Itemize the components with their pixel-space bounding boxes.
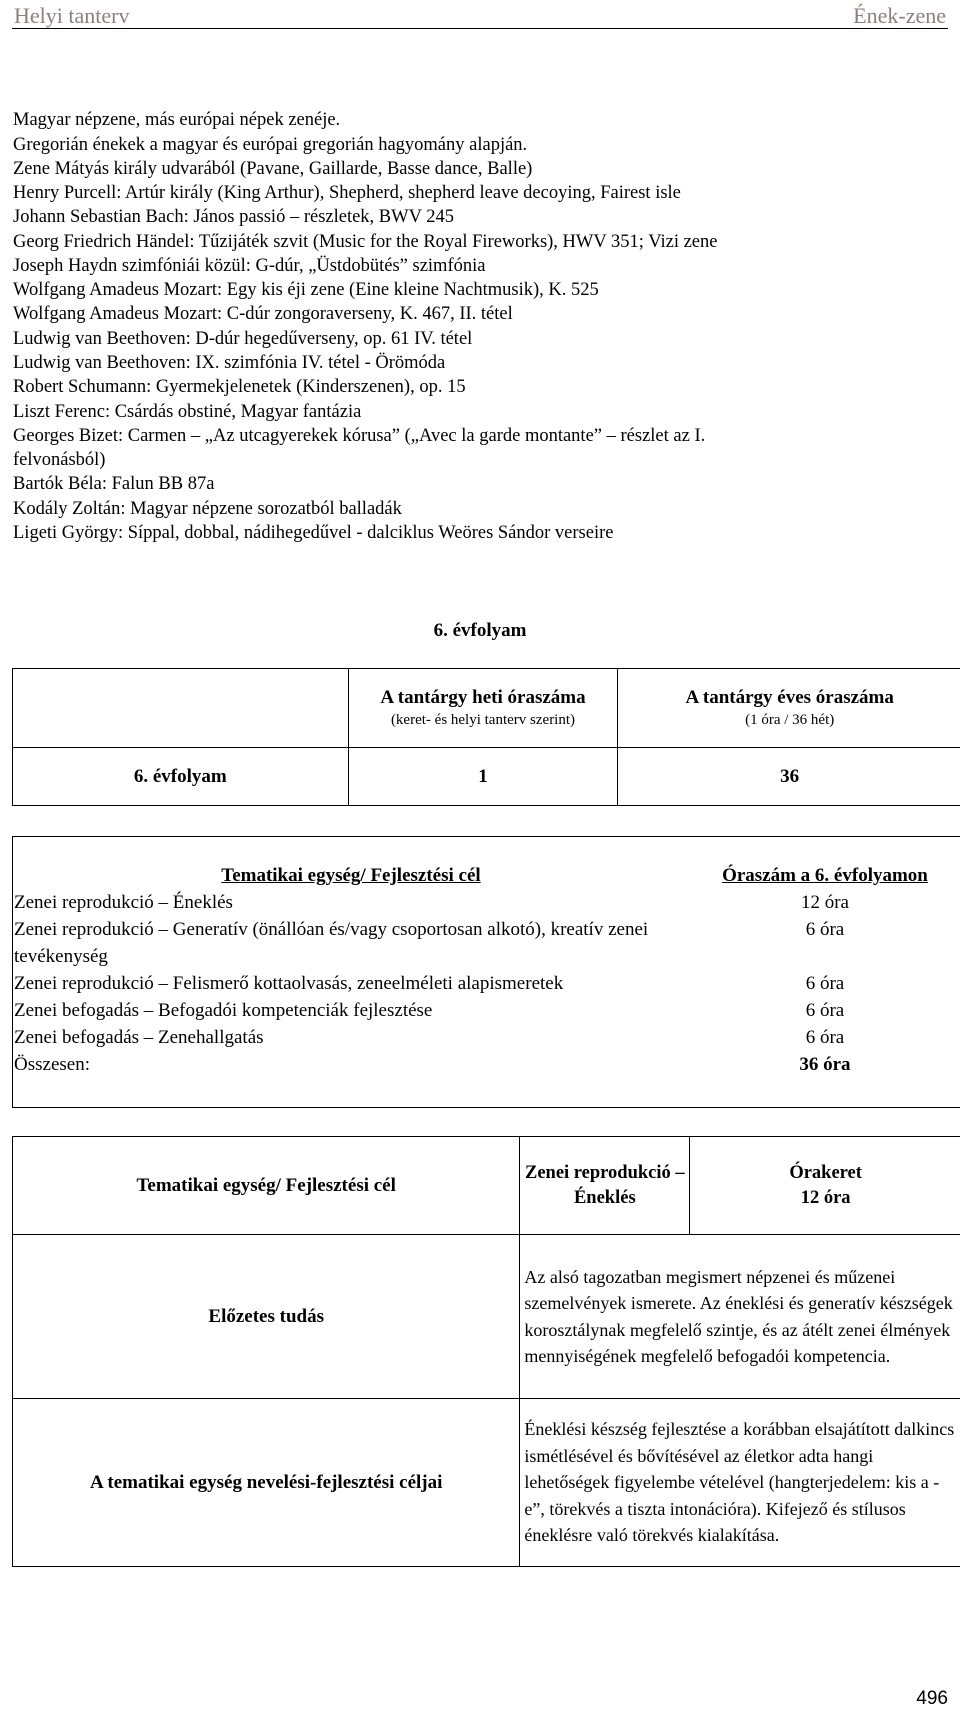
topics-table — [12, 836, 960, 1078]
list-item: Liszt Ferenc: Csárdás obstiné, Magyar fantázia — [13, 402, 362, 422]
list-item: Henry Purcell: Artúr király (King Arthur), Shepherd, shepherd leave decoying, Fairest isle — [13, 183, 681, 203]
topic-name: Zenei befogadás – Zenehallgatás — [14, 1027, 264, 1048]
topics-head-left-text: Tematikai egység/ Fejlesztési cél — [221, 865, 481, 886]
list-item: Zene Mátyás király udvarából (Pavane, Gaillarde, Basse dance, Balle) — [13, 159, 533, 179]
yearly-subtitle: (1 óra / 36 hét) — [745, 712, 835, 728]
topic-name: Zenei reprodukció – Generatív (önállóan és/vagy csoportosan alkotó), kreatív zenei tevékenység — [14, 919, 649, 967]
total-hours: 36 óra — [799, 1054, 851, 1075]
topic-name: Zenei reprodukció – Felismerő kottaolvasás, zeneelméleti alapismeretek — [14, 973, 564, 994]
total-label: Összesen: — [14, 1054, 90, 1075]
hours-table — [12, 668, 960, 806]
list-item: felvonásból) — [13, 450, 106, 470]
table-header-row — [12, 836, 960, 889]
table-header-row — [13, 669, 960, 748]
page-header — [12, 4, 948, 29]
table-row — [12, 997, 960, 1024]
list-item: Kodály Zoltán: Magyar népzene sorozatból balladák — [13, 499, 402, 519]
weekly-title: A tantárgy heti óraszáma — [380, 687, 586, 708]
yearly-hours-header — [618, 669, 960, 748]
list-item: Ligeti György: Síppal, dobbal, nádihegedűvel - dalciklus Weöres Sándor verseire — [13, 523, 614, 543]
prior-knowledge-label: Előzetes tudás — [13, 1235, 520, 1399]
unit-table — [12, 1136, 960, 1567]
topics-head-right-text: Óraszám a 6. évfolyamon — [722, 865, 928, 886]
goals-label: A tematikai egység nevelési-fejlesztési céljai — [13, 1399, 520, 1567]
table-row — [13, 748, 960, 806]
header-right: Ének-zene — [853, 3, 946, 28]
table-header-row — [13, 1137, 960, 1235]
topic-hours: 6 óra — [805, 919, 845, 940]
list-item: Joseph Haydn szimfóniái közül: G-dúr, „Üstdobütés” szimfónia — [13, 256, 486, 276]
unit-head-hours — [690, 1137, 960, 1235]
table-total-row — [12, 1051, 960, 1078]
header-left: Helyi tanterv — [14, 3, 130, 28]
goals-text: Éneklési készség fejlesztése a korábban elsajátított dalkincs ismétlésével és bővítésével az életkor adta hangi lehetőségek figyelembe vételével (hangterjedelem: kis a - e”, törekvés a tiszta intonációra). Kifejező és stílusos éneklésre való törekvés kialakítása. — [520, 1399, 960, 1567]
table-row — [12, 1024, 960, 1051]
topics-head-right — [688, 836, 960, 889]
table-row — [12, 970, 960, 997]
list-item: Magyar népzene, más európai népek zenéje. — [13, 110, 341, 130]
table-row — [12, 889, 960, 916]
list-item: Georges Bizet: Carmen – „Az utcagyerekek kórusa” („Avec la garde montante” – részlet az I. — [13, 426, 706, 446]
topic-hours: 6 óra — [805, 1027, 845, 1048]
topic-hours: 6 óra — [805, 1000, 845, 1021]
hours-value: 12 óra — [800, 1187, 851, 1208]
list-item: Bartók Béla: Falun BB 87a — [13, 474, 215, 494]
hours-title: Órakeret — [789, 1162, 862, 1183]
yearly-value: 36 — [618, 748, 960, 806]
yearly-title: A tantárgy éves óraszáma — [685, 687, 894, 708]
unit-head-label: Tematikai egység/ Fejlesztési cél — [13, 1137, 520, 1235]
table-row — [13, 1235, 960, 1399]
prior-knowledge-text: Az alsó tagozatban megismert népzenei és műzenei szemelvények ismerete. Az éneklési és generatív készségek korosztálynak megfelelő szintje, és az átélt zenei élmények mennyiségének megfelelő befogadói kompetencia. — [520, 1235, 960, 1399]
table-row — [13, 1399, 960, 1567]
topic-name: Zenei reprodukció – Éneklés — [14, 892, 233, 913]
list-item: Wolfgang Amadeus Mozart: Egy kis éji zene (Eine kleine Nachtmusik), K. 525 — [13, 280, 599, 300]
grade-cell: 6. évfolyam — [13, 748, 349, 806]
grade-heading: 6. évfolyam — [433, 620, 527, 641]
weekly-subtitle: (keret- és helyi tanterv szerint) — [390, 712, 576, 728]
topic-hours: 6 óra — [805, 973, 845, 994]
weekly-hours-header — [348, 669, 618, 748]
topic-hours: 12 óra — [800, 892, 849, 913]
list-item: Robert Schumann: Gyermekjelenetek (Kinderszenen), op. 15 — [13, 377, 466, 397]
list-item: Gregorián énekek a magyar és európai gregorián hagyomány alapján. — [13, 135, 528, 155]
list-item: Johann Sebastian Bach: János passió – részletek, BWV 245 — [13, 207, 455, 227]
list-item: Georg Friedrich Händel: Tűzijáték szvit (Music for the Royal Fireworks), HWV 351; Vizi zene — [13, 232, 718, 252]
page-number: 496 — [916, 1688, 948, 1709]
list-item: Ludwig van Beethoven: D-dúr hegedűverseny, op. 61 IV. tétel — [13, 329, 473, 349]
list-item: Wolfgang Amadeus Mozart: C-dúr zongoraverseny, K. 467, II. tétel — [13, 304, 513, 324]
list-item: Ludwig van Beethoven: IX. szimfónia IV. tétel - Örömóda — [13, 353, 446, 373]
weekly-value: 1 — [348, 748, 618, 806]
table-row — [12, 916, 960, 970]
empty-cell — [13, 669, 349, 748]
topic-name: Zenei befogadás – Befogadói kompetenciák fejlesztése — [14, 1000, 433, 1021]
topics-head-left — [12, 836, 688, 889]
unit-head-name: Zenei reprodukció – Éneklés — [520, 1137, 690, 1235]
